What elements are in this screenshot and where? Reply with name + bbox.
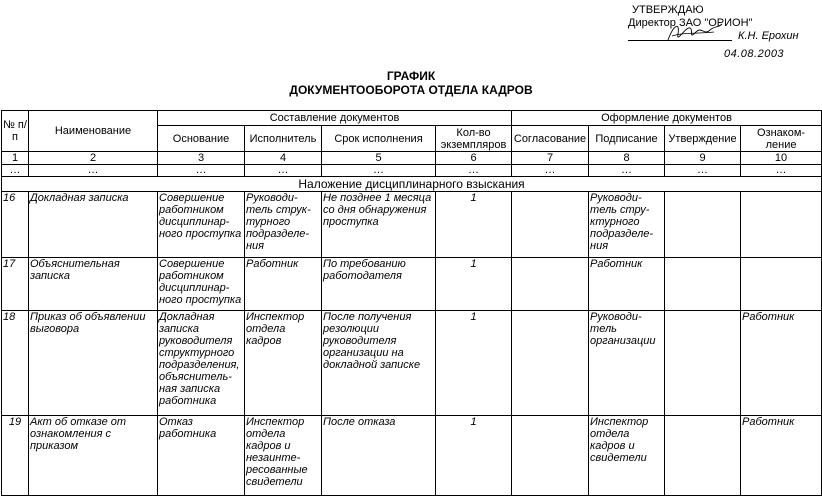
header-group-compose: Составление документов [158,111,512,126]
row-signing: Руководи-тель стру-ктурного подразделе-ния [589,192,665,258]
column-number: 3 [158,152,245,165]
row-signing: Руководи-тель организации [589,311,665,416]
row-num: 16 [2,192,29,258]
approver-position: Директор ЗАО "ОРИОН" [628,17,753,29]
row-acquaint: Работник [741,311,822,416]
row-copies: 1 [436,416,512,496]
row-copies: 1 [436,311,512,416]
column-number: 5 [322,152,436,165]
row-deadline: По требованию работодателя [322,258,436,311]
row-executor: Инспектор отдела кадров [245,311,322,416]
header-approval: Утверждение [665,126,741,152]
ellipsis-cell: … [436,165,512,177]
row-approval [665,416,741,496]
section-title: Наложение дисциплинарного взыскания [2,177,822,192]
approve-label: УТВЕРЖДАЮ [632,4,704,16]
header-agreement: Согласование [512,126,589,152]
header-executor: Исполнитель [245,126,322,152]
row-agreement [512,416,589,496]
table-row [2,416,822,496]
column-number: 10 [741,152,822,165]
header-signing: Подписание [589,126,665,152]
row-basis: Совершение работником дисциплинар-ного проступка [158,192,245,258]
column-number: 2 [29,152,158,165]
signature-icon [664,18,724,46]
column-number-row [2,152,822,165]
row-agreement [512,311,589,416]
doc-subtitle: ДОКУМЕНТООБОРОТА ОТДЕЛА КАДРОВ [289,83,533,97]
section-row [2,177,822,192]
ellipsis-cell: … [2,165,29,177]
column-number: 1 [2,152,29,165]
table-row [2,192,822,258]
ellipsis-cell: … [589,165,665,177]
approval-date: 04.08.2003 [724,48,785,60]
ellipsis-cell: … [665,165,741,177]
row-agreement [512,192,589,258]
row-acquaint [741,192,822,258]
row-agreement [512,258,589,311]
row-approval [665,192,741,258]
ellipsis-cell: … [158,165,245,177]
row-name: Акт об отказе от ознакомления с приказом [29,416,158,496]
row-executor: Руководи-тель струк-турного подразделе-ния [245,192,322,258]
row-approval [665,258,741,311]
row-basis: Отказ работника [158,416,245,496]
ellipsis-cell: … [245,165,322,177]
row-executor: Инспектор отдела кадров и незаинте-ресованные свидетели [245,416,322,496]
row-signing: Инспектор отдела кадров и свидетели [589,416,665,496]
row-name: Приказ об объявлении выговора [29,311,158,416]
column-number: 4 [245,152,322,165]
table-row [2,258,822,311]
ellipsis-row [2,165,822,177]
doc-title: ГРАФИК [386,69,436,83]
row-deadline: После получения резолюции руководителя организации на докладной записке [322,311,436,416]
column-number: 8 [589,152,665,165]
ellipsis-cell: … [512,165,589,177]
row-executor: Работник [245,258,322,311]
ellipsis-cell: … [322,165,436,177]
row-basis: Совершение работником дисциплинар-ного проступка [158,258,245,311]
header-deadline: Срок исполнения [322,126,436,152]
row-signing: Работник [589,258,665,311]
column-number: 7 [512,152,589,165]
row-copies: 1 [436,192,512,258]
column-number: 6 [436,152,512,165]
row-acquaint: Работник [741,416,822,496]
row-deadline: Не позднее 1 месяца со дня обнаружения проступка [322,192,436,258]
row-name: Объяснительная записка [29,258,158,311]
row-basis: Докладная записка руководителя структурного подразделения, объяснитель-ная записка работника [158,311,245,416]
header-copies: Кол-во экземпляров [436,126,512,152]
row-approval [665,311,741,416]
row-name: Докладная записка [29,192,158,258]
header-acquaint: Ознаком-ление [741,126,822,152]
approver-name: К.Н. Ерохин [738,30,799,42]
schedule-table [1,110,822,496]
header-basis: Основание [158,126,245,152]
column-number: 9 [665,152,741,165]
row-acquaint [741,258,822,311]
ellipsis-cell: … [29,165,158,177]
header-num: № п/п [2,111,29,152]
row-copies: 1 [436,258,512,311]
ellipsis-cell: … [741,165,822,177]
header-group-format: Оформление документов [512,111,822,126]
header-name: Наименование [29,111,158,152]
row-num: 17 [2,258,29,311]
table-row [2,311,822,416]
row-num: 18 [2,311,29,416]
row-num: 19 [2,416,29,496]
row-deadline: После отказа [322,416,436,496]
